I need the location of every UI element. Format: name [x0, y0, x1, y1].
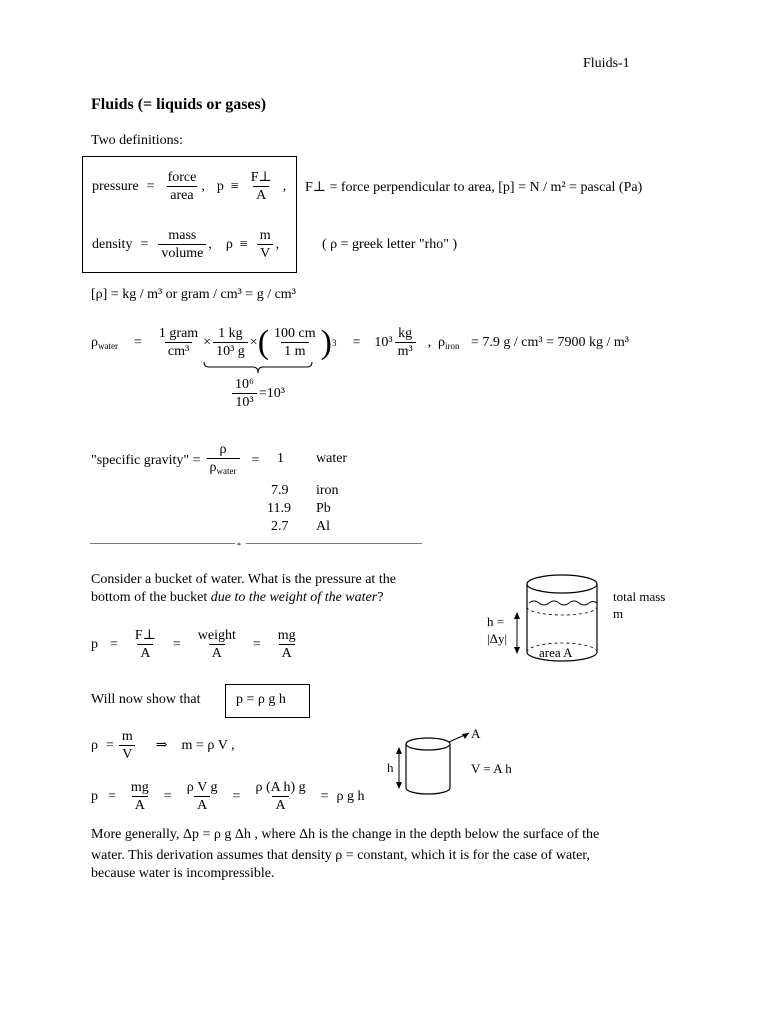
mass-equation: m = ρ V ,: [181, 737, 235, 753]
section-divider-right: [246, 543, 422, 544]
mass-over-volume: [158, 227, 206, 262]
mass-label: m: [613, 606, 624, 621]
iron-density: [438, 335, 629, 351]
mg-text: mg: [130, 780, 149, 795]
p-symbol: p: [91, 636, 98, 652]
pressure-weight-equation: [91, 627, 301, 662]
p-symbol: p: [91, 788, 98, 804]
volume-equation: V = A h: [471, 761, 512, 776]
density-definition: [92, 227, 279, 262]
a-text: A: [137, 644, 153, 662]
density-note: ( ρ = greek letter "rho" ): [322, 237, 458, 252]
density-rearrangement: [91, 728, 235, 763]
area-a-label: A: [471, 726, 481, 741]
a-text: A: [209, 644, 225, 662]
rho-symbol: ρ: [91, 737, 98, 753]
cylinder-height-label: h: [387, 760, 394, 775]
area-label: area A: [539, 645, 573, 660]
area-text: area: [167, 186, 196, 204]
equals-sign: =: [251, 452, 260, 468]
equals-sign: =: [146, 178, 155, 194]
v-text: V: [257, 244, 273, 262]
mg-text: mg: [277, 628, 296, 643]
rhovg-over-a: [184, 779, 221, 814]
rho-symbol: ρ: [225, 236, 233, 252]
rho-iron: $\rho_{iron}$: [438, 335, 460, 351]
a-text: A: [194, 796, 210, 814]
paren-group: ( $\frac{100 cm}{1 m}$ ): [257, 323, 332, 361]
divider-mark: *: [237, 541, 241, 550]
comma: ,: [208, 236, 212, 252]
brace-denominator: 10³: [232, 393, 256, 411]
a-text: A: [253, 186, 269, 204]
g3-text: 10³ g: [213, 342, 248, 360]
general-line1: More generally, Δp = ρ g Δh , where Δh is the change in the depth below the surface of the: [91, 827, 600, 842]
force-text: force: [167, 170, 197, 185]
fperp-over-a: [248, 169, 275, 204]
p-symbol: p: [216, 178, 224, 194]
equals-sign: =: [134, 334, 142, 350]
sg-material: Pb: [316, 501, 331, 516]
m-over-v: [119, 728, 136, 763]
rho-over-rhowater: [207, 441, 240, 480]
kg-over-m3: [395, 325, 416, 360]
brace-calculation: [230, 376, 285, 411]
page-title: Fluids (= liquids or gases): [91, 96, 267, 113]
weight-text: weight: [197, 628, 236, 643]
kg-text: kg: [398, 326, 413, 341]
m1-text: 1 m: [281, 342, 308, 360]
a-text: A: [132, 796, 148, 814]
water-density-conversion: [91, 325, 431, 360]
height-label: h =: [487, 614, 505, 629]
times-sign: ×: [203, 334, 212, 350]
sg-material: water: [316, 451, 348, 466]
specific-gravity-equation: [91, 441, 259, 480]
general-line3: because water is incompressible.: [91, 866, 275, 881]
m-over-v: [257, 227, 274, 262]
kg-over-g: [213, 325, 248, 360]
kg-text: 1 kg: [218, 326, 243, 341]
bucket-question-line2: bottom of the bucket due to the weight of the water?: [91, 590, 384, 605]
mass-text: mass: [168, 228, 197, 243]
rho-text: ρ: [219, 442, 227, 457]
sg-row: 1: [277, 451, 284, 466]
fperp-text: F⊥: [250, 170, 272, 185]
bucket-question-line1: Consider a bucket of water. What is the pressure at the: [91, 572, 396, 587]
v-text: V: [119, 745, 135, 763]
equals-sign: =: [252, 636, 261, 652]
times-sign: ×: [249, 334, 258, 350]
sg-row: 7.9: [271, 483, 289, 498]
gram-over-cm3: [156, 325, 201, 360]
fperp-text: F⊥: [134, 628, 156, 643]
comma: ,: [427, 334, 432, 350]
brace-result: =10³: [258, 385, 285, 401]
section-divider-left: [90, 543, 235, 544]
rhoahg-text: ρ (A h) g: [255, 780, 306, 795]
pressure-derivation: [91, 779, 365, 814]
mg-over-a: [275, 627, 299, 662]
equals-sign: =: [108, 788, 116, 804]
m-text: m: [121, 729, 133, 744]
m-text: m: [259, 228, 271, 243]
equals-sign: =: [232, 788, 241, 804]
equals-sign: =: [110, 636, 118, 652]
bucket-diagram: [480, 570, 680, 670]
pressure-definition: [92, 169, 286, 204]
specific-gravity-label: "specific gravity" =: [91, 452, 201, 468]
equals-sign: =: [106, 737, 114, 753]
cylinder-diagram: [385, 725, 545, 805]
page-label: Fluids-1: [583, 56, 630, 71]
boxed-equation: p = ρ g h: [236, 692, 286, 707]
rho-water-text: $\rho_{water}$: [207, 458, 240, 480]
rhovg-text: ρ V g: [186, 780, 218, 795]
cm100-text: 100 cm: [274, 326, 316, 341]
underbrace: [203, 361, 313, 375]
mg-over-a: [128, 779, 152, 814]
weight-over-a: [195, 627, 239, 662]
implies-arrow: ⇒: [155, 738, 168, 753]
rhoahg-over-a: [252, 779, 308, 814]
a-text: A: [279, 644, 295, 662]
gram-text: 1 gram: [158, 326, 199, 341]
sg-row: 2.7: [271, 519, 289, 534]
fperp-over-a: [132, 627, 159, 662]
equiv-sign: ≡: [230, 178, 239, 194]
pressure-word: pressure: [92, 178, 139, 194]
density-units: [ρ] = kg / m³ or gram / cm³ = g / cm³: [91, 287, 296, 302]
m3-text: m³: [395, 342, 416, 360]
general-line2: water. This derivation assumes that density ρ = constant, which it is for the case of water,: [91, 848, 590, 863]
cube-exponent: 3: [331, 337, 337, 348]
result-coefficient: 10³: [374, 334, 393, 350]
a-text: A: [272, 796, 288, 814]
comma: ,: [275, 236, 280, 252]
brace-numerator: 10⁶: [235, 377, 254, 392]
intro-text: Two definitions:: [91, 133, 183, 148]
pressure-note: F⊥ = force perpendicular to area, [p] = N / m² = pascal (Pa): [305, 180, 643, 195]
comma: ,: [201, 178, 205, 194]
force-over-area: [165, 169, 200, 204]
comma: ,: [282, 178, 287, 194]
volume-text: volume: [158, 244, 206, 262]
equals-sign: =: [172, 636, 181, 652]
show-text: Will now show that: [91, 692, 201, 707]
sg-material: iron: [316, 483, 339, 498]
sg-row: 11.9: [267, 501, 291, 516]
emphasis-text: due to the weight of the water: [210, 590, 378, 605]
equals-sign: =: [320, 788, 329, 804]
equals-sign: =: [352, 334, 361, 350]
rhogh-result: ρ g h: [336, 788, 365, 804]
brace-fraction: [232, 376, 257, 411]
delta-y-label: |Δy|: [487, 631, 508, 646]
equiv-sign: ≡: [239, 236, 248, 252]
rho-water: $\rho_{water}$: [91, 334, 118, 351]
equals-sign: =: [163, 788, 172, 804]
equals-sign: =: [140, 236, 149, 252]
iron-value: = 7.9 g / cm³ = 7900 kg / m³: [471, 335, 629, 350]
cm3-text: cm³: [165, 342, 192, 360]
sg-material: Al: [316, 519, 330, 534]
total-mass-label: total mass: [613, 589, 666, 604]
density-word: density: [92, 236, 133, 252]
